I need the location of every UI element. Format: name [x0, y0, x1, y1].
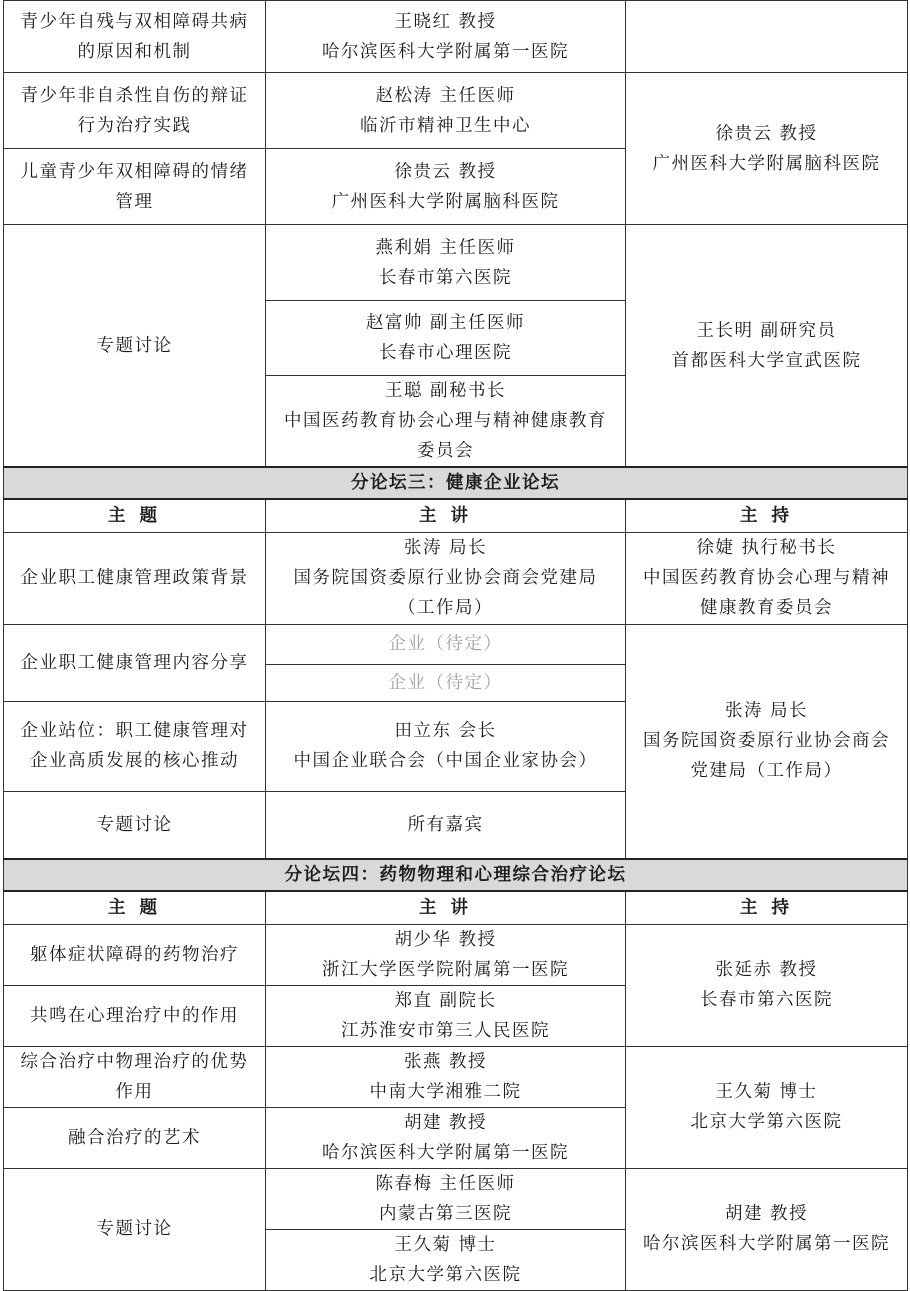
speaker-cell: 王聪 副秘书长 中国医药教育协会心理与精神健康教育 委员会 — [266, 376, 626, 468]
speaker-cell: 陈春梅 主任医师 内蒙古第三医院 — [266, 1168, 626, 1229]
program-table — [3, 0, 908, 1291]
topic-cell: 企业职工健康管理内容分享 — [4, 624, 266, 701]
section-title: 分论坛三：健康企业论坛 — [4, 467, 908, 499]
header-host: 主 持 — [626, 891, 908, 924]
topic-cell: 融合治疗的艺术 — [4, 1107, 266, 1168]
speaker-cell: 所有嘉宾 — [266, 791, 626, 859]
speaker-cell-tbd: 企业（待定） — [266, 624, 626, 664]
speaker-cell: 田立东 会长 中国企业联合会（中国企业家协会） — [266, 701, 626, 791]
host-cell: 徐婕 执行秘书长 中国医药教育协会心理与精神 健康教育委员会 — [626, 532, 908, 624]
speaker-cell: 王久菊 博士 北京大学第六医院 — [266, 1229, 626, 1290]
topic-cell: 专题讨论 — [4, 791, 266, 859]
table-row — [4, 1, 908, 73]
table-row — [4, 924, 908, 985]
speaker-cell: 胡建 教授 哈尔滨医科大学附属第一医院 — [266, 1107, 626, 1168]
topic-cell: 综合治疗中物理治疗的优势 作用 — [4, 1046, 266, 1107]
column-header-row — [4, 891, 908, 924]
section-header-forum4 — [4, 859, 908, 891]
speaker-cell: 胡少华 教授 浙江大学医学院附属第一医院 — [266, 924, 626, 985]
topic-cell: 企业职工健康管理政策背景 — [4, 532, 266, 624]
header-speaker: 主 讲 — [266, 499, 626, 532]
host-cell: 王长明 副研究员 首都医科大学宣武医院 — [626, 225, 908, 468]
table-row — [4, 73, 908, 149]
topic-cell: 躯体症状障碍的药物治疗 — [4, 924, 266, 985]
header-speaker: 主 讲 — [266, 891, 626, 924]
table-row — [4, 1168, 908, 1229]
speaker-cell: 燕利娟 主任医师 长春市第六医院 — [266, 225, 626, 301]
header-topic: 主 题 — [4, 499, 266, 532]
host-cell: 胡建 教授 哈尔滨医科大学附属第一医院 — [626, 1168, 908, 1290]
topic-cell: 共鸣在心理治疗中的作用 — [4, 985, 266, 1046]
host-cell: 张涛 局长 国务院国资委原行业协会商会 党建局（工作局） — [626, 624, 908, 859]
column-header-row — [4, 499, 908, 532]
speaker-cell: 张涛 局长 国务院国资委原行业协会商会党建局 （工作局） — [266, 532, 626, 624]
section-title: 分论坛四：药物物理和心理综合治疗论坛 — [4, 859, 908, 891]
host-cell: 王久菊 博士 北京大学第六医院 — [626, 1046, 908, 1168]
table-row — [4, 1046, 908, 1107]
topic-cell: 青少年非自杀性自伤的辩证 行为治疗实践 — [4, 73, 266, 149]
host-cell-empty — [626, 1, 908, 73]
header-host: 主 持 — [626, 499, 908, 532]
speaker-cell: 赵松涛 主任医师 临沂市精神卫生中心 — [266, 73, 626, 149]
table-row — [4, 532, 908, 624]
host-cell: 徐贵云 教授 广州医科大学附属脑科医院 — [626, 73, 908, 225]
topic-cell: 青少年自残与双相障碍共病 的原因和机制 — [4, 1, 266, 73]
speaker-cell: 赵富帅 副主任医师 长春市心理医院 — [266, 301, 626, 376]
topic-cell: 企业站位：职工健康管理对 企业高质发展的核心推动 — [4, 701, 266, 791]
topic-cell: 专题讨论 — [4, 1168, 266, 1290]
speaker-cell: 王晓红 教授 哈尔滨医科大学附属第一医院 — [266, 1, 626, 73]
section-header-forum3 — [4, 467, 908, 499]
speaker-cell: 徐贵云 教授 广州医科大学附属脑科医院 — [266, 149, 626, 225]
topic-cell: 儿童青少年双相障碍的情绪 管理 — [4, 149, 266, 225]
table-row — [4, 225, 908, 301]
speaker-cell-tbd: 企业（待定） — [266, 664, 626, 701]
speaker-cell: 张燕 教授 中南大学湘雅二院 — [266, 1046, 626, 1107]
topic-cell: 专题讨论 — [4, 225, 266, 468]
header-topic: 主 题 — [4, 891, 266, 924]
speaker-cell: 郑直 副院长 江苏淮安市第三人民医院 — [266, 985, 626, 1046]
host-cell: 张延赤 教授 长春市第六医院 — [626, 924, 908, 1046]
table-row — [4, 624, 908, 664]
